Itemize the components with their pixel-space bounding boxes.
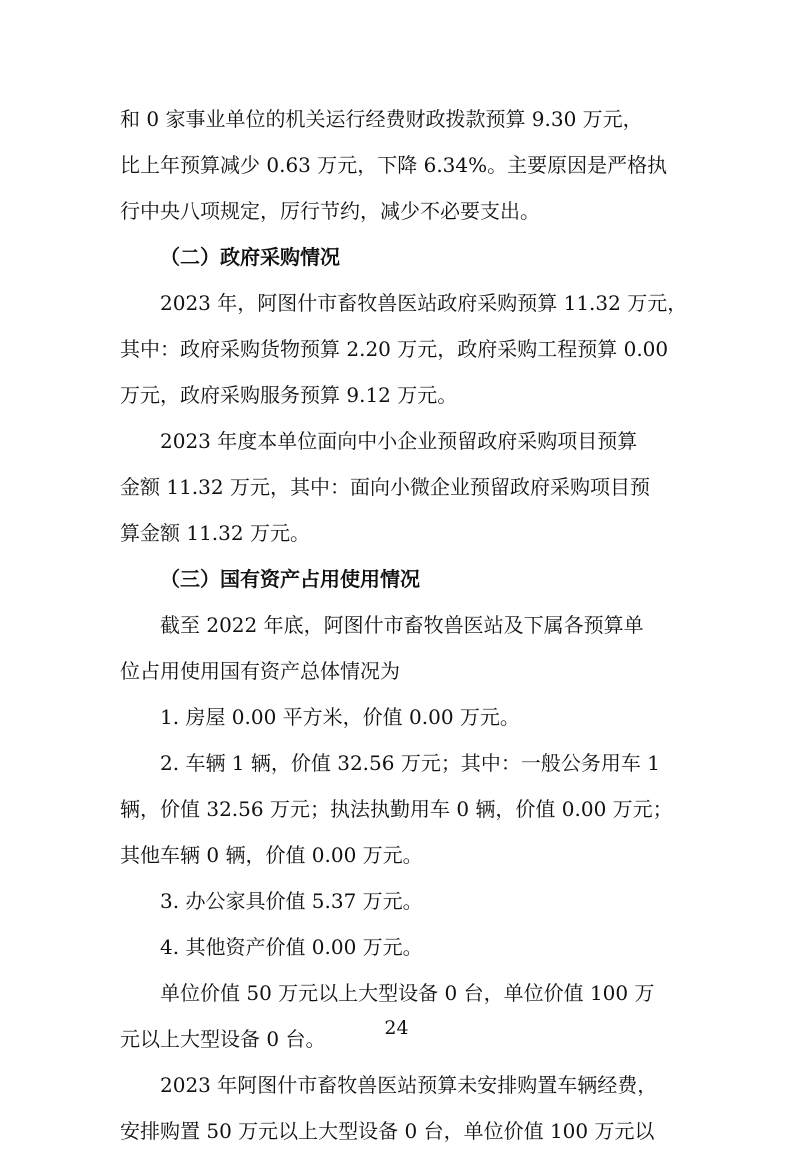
paragraph-line: 截至 2022 年底，阿图什市畜牧兽医站及下属各预算单: [160, 613, 644, 637]
paragraph-line: 元以上大型设备 0 台。: [120, 1027, 326, 1051]
paragraph-line: 辆，价值 32.56 万元；执法执勤用车 0 辆，价值 0.00 万元；: [120, 797, 673, 821]
paragraph-line: 2023 年度本单位面向中小企业预留政府采购项目预算: [160, 429, 638, 453]
paragraph-line: 位占用使用国有资产总体情况为: [120, 659, 400, 683]
section-heading-assets: （三）国有资产占用使用情况: [160, 567, 420, 591]
paragraph-line: 2023 年阿图什市畜牧兽医站预算未安排购置车辆经费，: [160, 1073, 658, 1097]
list-item-housing: 1. 房屋 0.00 平方米，价值 0.00 万元。: [160, 705, 520, 729]
section-heading-procurement: （二）政府采购情况: [160, 245, 340, 269]
paragraph-line: 和 0 家事业单位的机关运行经费财政拨款预算 9.30 万元，: [120, 107, 643, 131]
paragraph-line: 金额 11.32 万元，其中：面向小微企业预留政府采购项目预: [120, 475, 650, 499]
list-item-other-assets: 4. 其他资产价值 0.00 万元。: [160, 935, 423, 959]
paragraph-line: 行中央八项规定，厉行节约，减少不必要支出。: [120, 199, 540, 223]
paragraph-line: 其他车辆 0 辆，价值 0.00 万元。: [120, 843, 423, 867]
page-number: 24: [384, 1017, 409, 1039]
document-body: [120, 96, 688, 1154]
paragraph-line: 单位价值 50 万元以上大型设备 0 台，单位价值 100 万: [160, 981, 655, 1005]
paragraph-line: 安排购置 50 万元以上大型设备 0 台，单位价值 100 万元以: [120, 1119, 655, 1143]
paragraph-line: 其中：政府采购货物预算 2.20 万元，政府采购工程预算 0.00: [120, 337, 669, 361]
list-item-furniture: 3. 办公家具价值 5.37 万元。: [160, 889, 423, 913]
paragraph-line: 万元，政府采购服务预算 9.12 万元。: [120, 383, 458, 407]
list-item-vehicles: 2. 车辆 1 辆，价值 32.56 万元；其中：一般公务用车 1: [160, 751, 660, 775]
paragraph-line: 2023 年，阿图什市畜牧兽医站政府采购预算 11.32 万元，: [160, 291, 688, 315]
paragraph-line: 算金额 11.32 万元。: [120, 521, 310, 545]
paragraph-line: 比上年预算减少 0.63 万元，下降 6.34%。主要原因是严格执: [120, 153, 668, 177]
